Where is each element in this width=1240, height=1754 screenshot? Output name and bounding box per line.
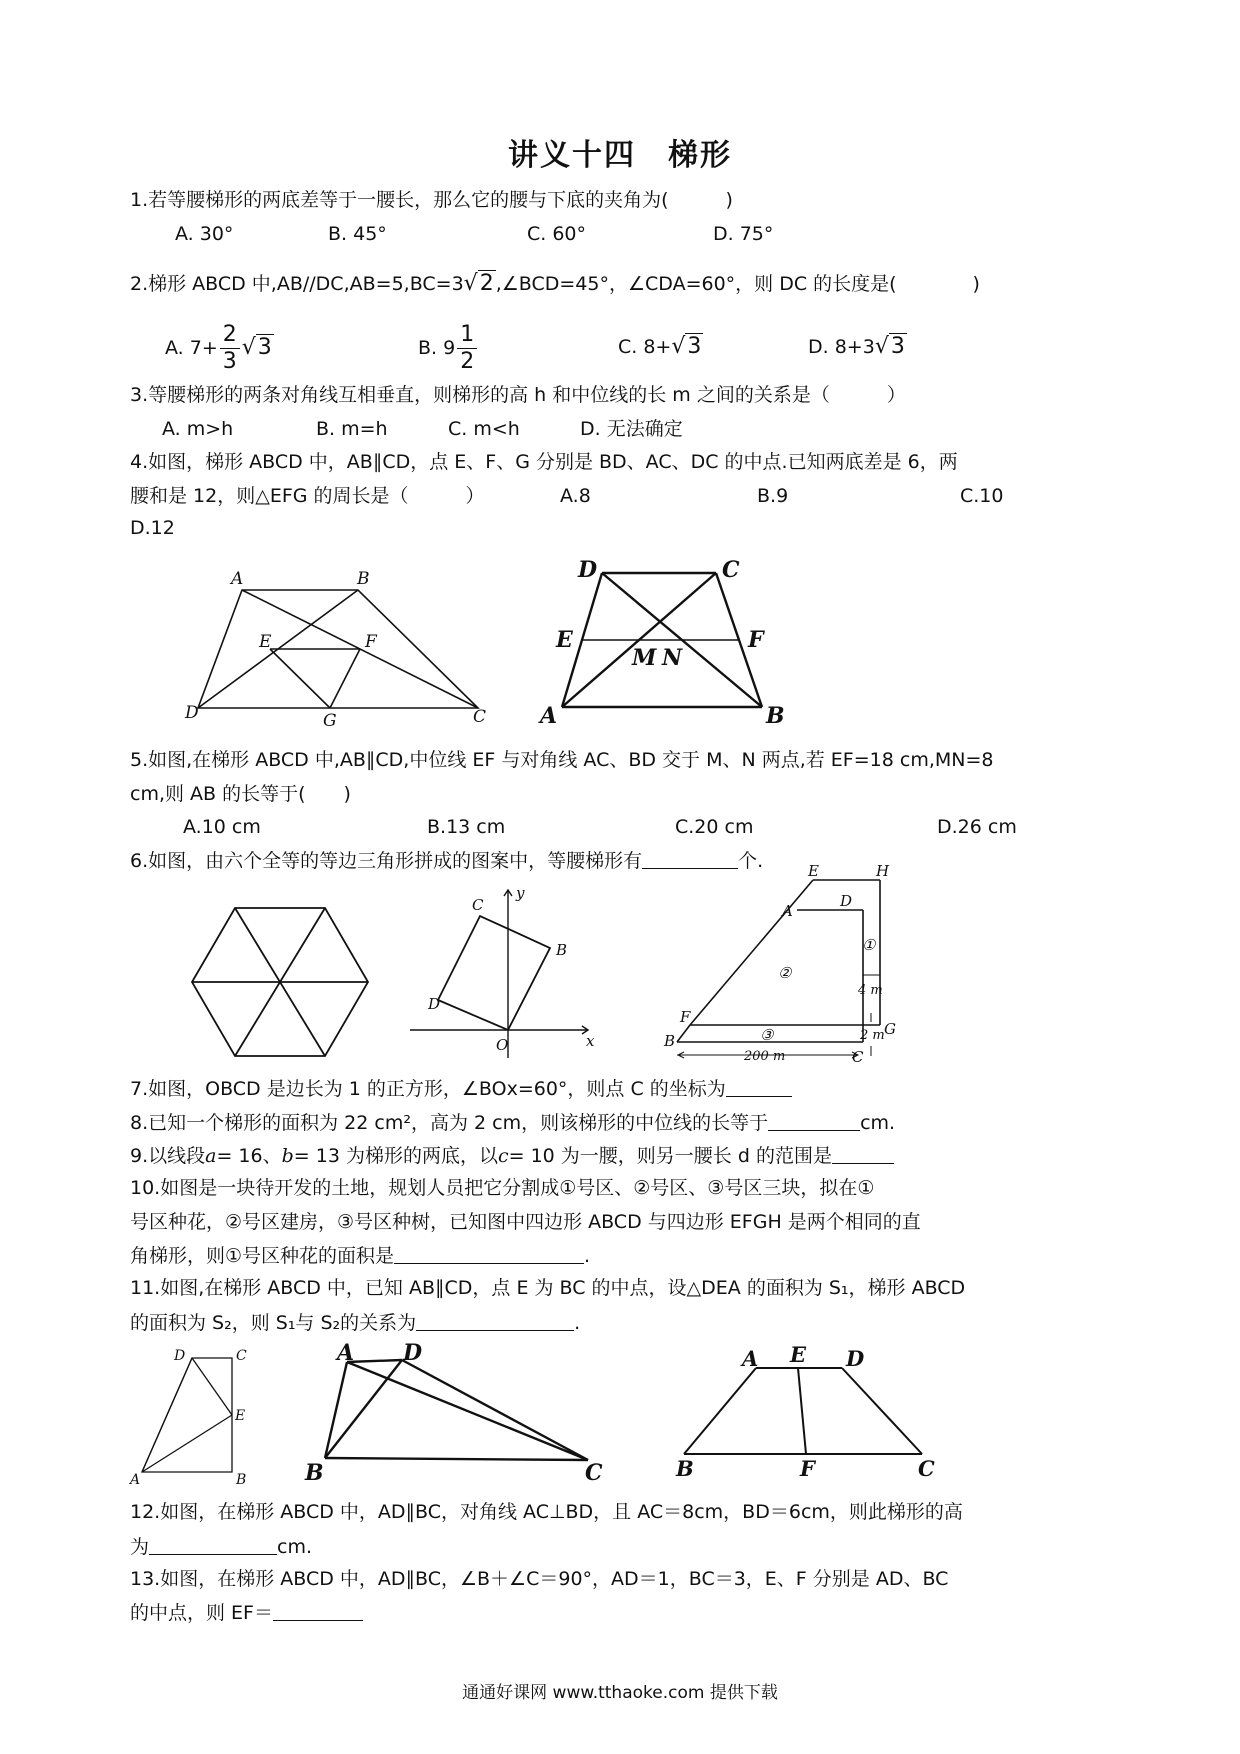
- q3-option-a: A. m>h: [162, 418, 234, 440]
- fig7-axis-y: y: [516, 884, 525, 902]
- q11-line2: 的面积为 S₂，则 S₁与 S₂的关系为 .: [130, 1312, 581, 1334]
- q3-option-c: C. m<h: [448, 418, 520, 440]
- fig4-label-a: A: [231, 569, 244, 589]
- q1-option-a: A. 30°: [175, 223, 234, 245]
- q1-stem: 1.若等腰梯形的两底差等于一腰长，那么它的腰与下底的夹角为( ): [130, 189, 733, 211]
- fig10-label-e: E: [808, 862, 819, 880]
- q4-line2: 腰和是 12，则△EFG 的周长是（ ）: [130, 485, 485, 507]
- fig5-label-n: N: [662, 645, 683, 671]
- fig4-label-e: E: [259, 632, 272, 652]
- q2-option-b: B. 9 $\frac{1}{2}$: [418, 322, 479, 375]
- fig13-label-a: A: [742, 1346, 759, 1371]
- fig13-label-c: C: [918, 1456, 935, 1481]
- fig10-region-2: ②: [778, 964, 792, 982]
- q11-line1: 11.如图,在梯形 ABCD 中，已知 AB∥CD，点 E 为 BC 的中点，设△DEA 的面积为 S₁，梯形 ABCD: [130, 1277, 966, 1299]
- q7-stem: 7.如图，OBCD 是边长为 1 的正方形，∠BOx=60°，则点 C 的坐标为: [130, 1076, 792, 1101]
- q4-option-a: A.8: [560, 485, 591, 507]
- q11-trapezoid-figure: [130, 1348, 252, 1488]
- q10-answer-blank[interactable]: [394, 1243, 584, 1264]
- fig10-label-g: G: [884, 1020, 896, 1038]
- q4-line1: 4.如图，梯形 ABCD 中，AB∥CD，点 E、F、G 分别是 BD、AC、DC 的中点.已知两底差是 6，两: [130, 451, 958, 473]
- q5-trapezoid-figure: [540, 555, 800, 730]
- fig10-region-1: ①: [862, 936, 876, 954]
- q9-answer-blank[interactable]: [832, 1143, 894, 1164]
- fig10-label-h: H: [876, 862, 890, 880]
- fig11-label-b: B: [236, 1472, 247, 1488]
- fig12-label-d: D: [403, 1340, 423, 1366]
- fig13-label-b: B: [676, 1456, 694, 1481]
- page-footer: 通通好课网 www.tthaoke.com 提供下载: [462, 1683, 778, 1703]
- fig10-height-label: 2 m: [860, 1028, 885, 1043]
- fig4-label-b: B: [357, 569, 370, 589]
- q2-option-c: C. 8+√3: [618, 334, 702, 359]
- fig10-label-f: F: [680, 1008, 691, 1026]
- q13-answer-blank[interactable]: [273, 1600, 363, 1621]
- fig10-label-b: B: [664, 1032, 676, 1050]
- q4-option-c: C.10: [960, 485, 1004, 507]
- fig11-label-a: A: [130, 1472, 141, 1488]
- q1-option-b: B. 45°: [328, 223, 387, 245]
- q11-answer-blank[interactable]: [416, 1310, 574, 1331]
- q3-option-d: D. 无法确定: [580, 418, 683, 440]
- q12-answer-blank[interactable]: [149, 1534, 277, 1555]
- fig5-label-e: E: [556, 627, 573, 653]
- q4-trapezoid-figure: [185, 570, 495, 730]
- q5-option-d: D.26 cm: [937, 816, 1017, 838]
- q10-line1: 10.如图是一块待开发的土地，规划人员把它分割成①号区、②号区、③号区三块，拟在①: [130, 1177, 875, 1199]
- fig4-label-d: D: [185, 703, 199, 723]
- q5-option-a: A.10 cm: [183, 816, 261, 838]
- fig12-label-c: C: [585, 1460, 603, 1486]
- fig10-length-label: 200 m: [744, 1049, 786, 1064]
- q10-line2: 号区种花，②号区建房，③号区种树，已知图中四边形 ABCD 与四边形 EFGH 是两个相同的直: [130, 1211, 921, 1233]
- q10-land-figure: [664, 862, 910, 1070]
- q5-line1: 5.如图,在梯形 ABCD 中,AB∥CD,中位线 EF 与对角线 AC、BD 交于 M、N 两点,若 EF=18 cm,MN=8: [130, 749, 994, 771]
- fig10-label-d: D: [840, 892, 853, 910]
- fig7-axis-x: x: [586, 1032, 595, 1050]
- fig10-width-label: 4 m: [858, 983, 883, 998]
- q3-stem: 3.等腰梯形的两条对角线互相垂直，则梯形的高 h 和中位线的长 m 之间的关系是（ ）: [130, 384, 906, 406]
- q2-stem: 2.梯形 ABCD 中,AB//DC,AB=5,BC=3√2 ,∠BCD=45°，∠CDA=60°，则 DC 的长度是( ): [130, 271, 980, 296]
- q13-line1: 13.如图，在梯形 ABCD 中，AD∥BC，∠B＋∠C＝90°，AD＝1，BC＝3，E、F 分别是 AD、BC: [130, 1568, 949, 1590]
- fig12-label-a: A: [337, 1340, 355, 1366]
- q8-answer-blank[interactable]: [768, 1110, 860, 1131]
- fig11-label-c: C: [236, 1348, 247, 1364]
- q7-answer-blank[interactable]: [726, 1076, 792, 1097]
- q13-line2: 的中点，则 EF＝: [130, 1600, 363, 1625]
- q5-option-c: C.20 cm: [675, 816, 754, 838]
- q4-option-d: D.12: [130, 517, 175, 539]
- fig13-label-f: F: [800, 1456, 815, 1481]
- fig4-label-c: C: [473, 707, 487, 727]
- fig4-label-g: G: [323, 711, 337, 731]
- fig10-label-a: A: [782, 902, 793, 920]
- fig4-label-f: F: [365, 632, 377, 652]
- q6-answer-blank[interactable]: [642, 848, 738, 869]
- q2-option-d: D. 8+3√3: [808, 334, 905, 359]
- fig13-label-d: D: [846, 1346, 865, 1371]
- fig5-label-a: A: [540, 703, 558, 729]
- q6-hexagon-figure: [190, 900, 370, 1060]
- q9-stem: 9.以线段a= 16、b= 13 为梯形的两底，以c= 10 为一腰，则另一腰长 d 的范围是: [130, 1143, 894, 1168]
- q1-option-d: D. 75°: [713, 223, 774, 245]
- q13-trapezoid-figure: [670, 1342, 940, 1482]
- q12-line2: 为 cm.: [130, 1536, 313, 1558]
- q1-option-c: C. 60°: [527, 223, 587, 245]
- q8-stem: 8.已知一个梯形的面积为 22 cm²，高为 2 cm，则该梯形的中位线的长等于 cm.: [130, 1112, 896, 1134]
- fig7-label-o: O: [496, 1036, 509, 1054]
- fig5-label-m: M: [632, 645, 657, 671]
- fig7-label-d: D: [428, 995, 441, 1013]
- q12-line1: 12.如图，在梯形 ABCD 中，AD∥BC，对角线 AC⊥BD，且 AC＝8cm，BD＝6cm，则此梯形的高: [130, 1501, 963, 1523]
- fig10-region-3: ③: [760, 1026, 774, 1044]
- fig5-label-b: B: [766, 703, 785, 729]
- q6-stem: 6.如图，由六个全等的等边三角形拼成的图案中，等腰梯形有 个.: [130, 850, 764, 872]
- page-title: 讲义十四 梯形: [508, 138, 732, 173]
- q4-option-b: B.9: [757, 485, 789, 507]
- fig10-label-c: C: [852, 1048, 864, 1066]
- fig11-label-e: E: [235, 1408, 246, 1424]
- q2-option-a: A. 7+ $\frac{2}{3}$ √3: [165, 322, 272, 374]
- q12-trapezoid-figure: [305, 1340, 605, 1488]
- q7-square-figure: [410, 884, 600, 1058]
- fig13-label-e: E: [790, 1342, 807, 1367]
- fig12-label-b: B: [305, 1460, 324, 1486]
- q3-option-b: B. m=h: [316, 418, 388, 440]
- fig11-label-d: D: [174, 1348, 186, 1364]
- fig5-label-d: D: [578, 557, 598, 583]
- q5-option-b: B.13 cm: [427, 816, 506, 838]
- q5-line2: cm,则 AB 的长等于( ): [130, 783, 351, 805]
- fig7-label-b: B: [556, 941, 568, 959]
- fig5-label-f: F: [748, 627, 764, 653]
- q10-line3: 角梯形，则①号区种花的面积是 .: [130, 1245, 591, 1267]
- fig7-label-c: C: [472, 896, 484, 914]
- fig5-label-c: C: [722, 557, 740, 583]
